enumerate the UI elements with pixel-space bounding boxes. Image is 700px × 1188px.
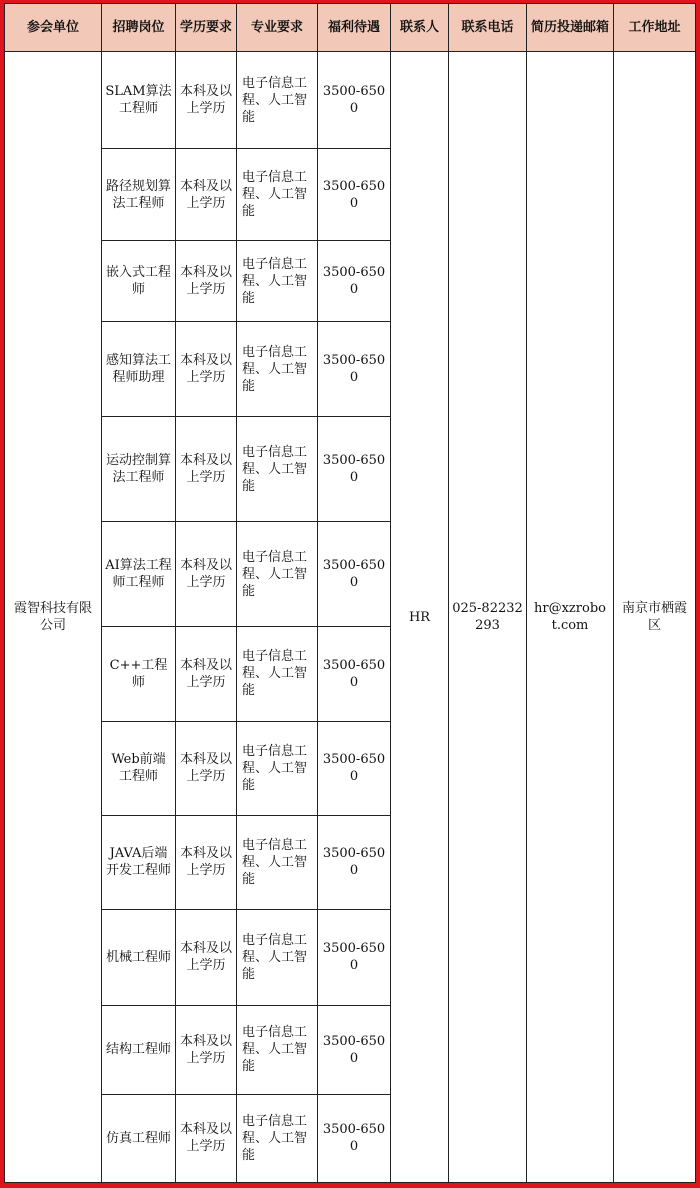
job-major: 电子信息工程、人工智能 — [237, 52, 318, 149]
job-salary: 3500-6500 — [318, 721, 391, 815]
job-education: 本科及以上学历 — [176, 52, 237, 149]
job-salary: 3500-6500 — [318, 322, 391, 417]
job-education: 本科及以上学历 — [176, 417, 237, 522]
job-salary: 3500-6500 — [318, 52, 391, 149]
contact-person: HR — [391, 52, 449, 1183]
job-education: 本科及以上学历 — [176, 1094, 237, 1182]
header-company: 参会单位 — [5, 4, 102, 52]
job-title: JAVA后端开发工程师 — [102, 815, 176, 909]
job-title: 机械工程师 — [102, 909, 176, 1005]
job-major: 电子信息工程、人工智能 — [237, 241, 318, 322]
job-title: 嵌入式工程师 — [102, 241, 176, 322]
job-major: 电子信息工程、人工智能 — [237, 417, 318, 522]
job-education: 本科及以上学历 — [176, 322, 237, 417]
job-salary: 3500-6500 — [318, 241, 391, 322]
job-education: 本科及以上学历 — [176, 1005, 237, 1094]
header-salary: 福利待遇 — [318, 4, 391, 52]
company-name: 霞智科技有限公司 — [5, 52, 102, 1183]
job-title: C++工程师 — [102, 627, 176, 721]
header-contact: 联系人 — [391, 4, 449, 52]
resume-email: hr@xzrobot.com — [527, 52, 614, 1183]
job-major: 电子信息工程、人工智能 — [237, 149, 318, 241]
job-education: 本科及以上学历 — [176, 627, 237, 721]
header-phone: 联系电话 — [449, 4, 527, 52]
job-salary: 3500-6500 — [318, 815, 391, 909]
job-salary: 3500-6500 — [318, 1094, 391, 1182]
job-education: 本科及以上学历 — [176, 721, 237, 815]
header-email: 简历投递邮箱 — [527, 4, 614, 52]
job-title: 仿真工程师 — [102, 1094, 176, 1182]
job-major: 电子信息工程、人工智能 — [237, 909, 318, 1005]
job-salary: 3500-6500 — [318, 417, 391, 522]
job-salary: 3500-6500 — [318, 909, 391, 1005]
job-education: 本科及以上学历 — [176, 815, 237, 909]
table-body — [5, 52, 696, 1183]
job-major: 电子信息工程、人工智能 — [237, 627, 318, 721]
contact-phone: 025-82232293 — [449, 52, 527, 1183]
job-major: 电子信息工程、人工智能 — [237, 815, 318, 909]
job-title: SLAM算法工程师 — [102, 52, 176, 149]
job-salary: 3500-6500 — [318, 522, 391, 627]
job-salary: 3500-6500 — [318, 627, 391, 721]
job-title: AI算法工程师工程师 — [102, 522, 176, 627]
recruitment-table — [4, 3, 696, 1183]
job-salary: 3500-6500 — [318, 149, 391, 241]
job-education: 本科及以上学历 — [176, 909, 237, 1005]
header-row — [5, 4, 696, 52]
header-address: 工作地址 — [614, 4, 696, 52]
job-education: 本科及以上学历 — [176, 241, 237, 322]
job-title: 感知算法工程师助理 — [102, 322, 176, 417]
header-major: 专业要求 — [237, 4, 318, 52]
job-education: 本科及以上学历 — [176, 149, 237, 241]
header-position: 招聘岗位 — [102, 4, 176, 52]
job-major: 电子信息工程、人工智能 — [237, 522, 318, 627]
job-major: 电子信息工程、人工智能 — [237, 1094, 318, 1182]
work-address: 南京市栖霞区 — [614, 52, 696, 1183]
job-major: 电子信息工程、人工智能 — [237, 721, 318, 815]
job-major: 电子信息工程、人工智能 — [237, 322, 318, 417]
job-title: 路径规划算法工程师 — [102, 149, 176, 241]
header-education: 学历要求 — [176, 4, 237, 52]
job-major: 电子信息工程、人工智能 — [237, 1005, 318, 1094]
table-row — [5, 52, 696, 149]
job-education: 本科及以上学历 — [176, 522, 237, 627]
job-salary: 3500-6500 — [318, 1005, 391, 1094]
job-title: 结构工程师 — [102, 1005, 176, 1094]
job-title: Web前端工程师 — [102, 721, 176, 815]
job-title: 运动控制算法工程师 — [102, 417, 176, 522]
